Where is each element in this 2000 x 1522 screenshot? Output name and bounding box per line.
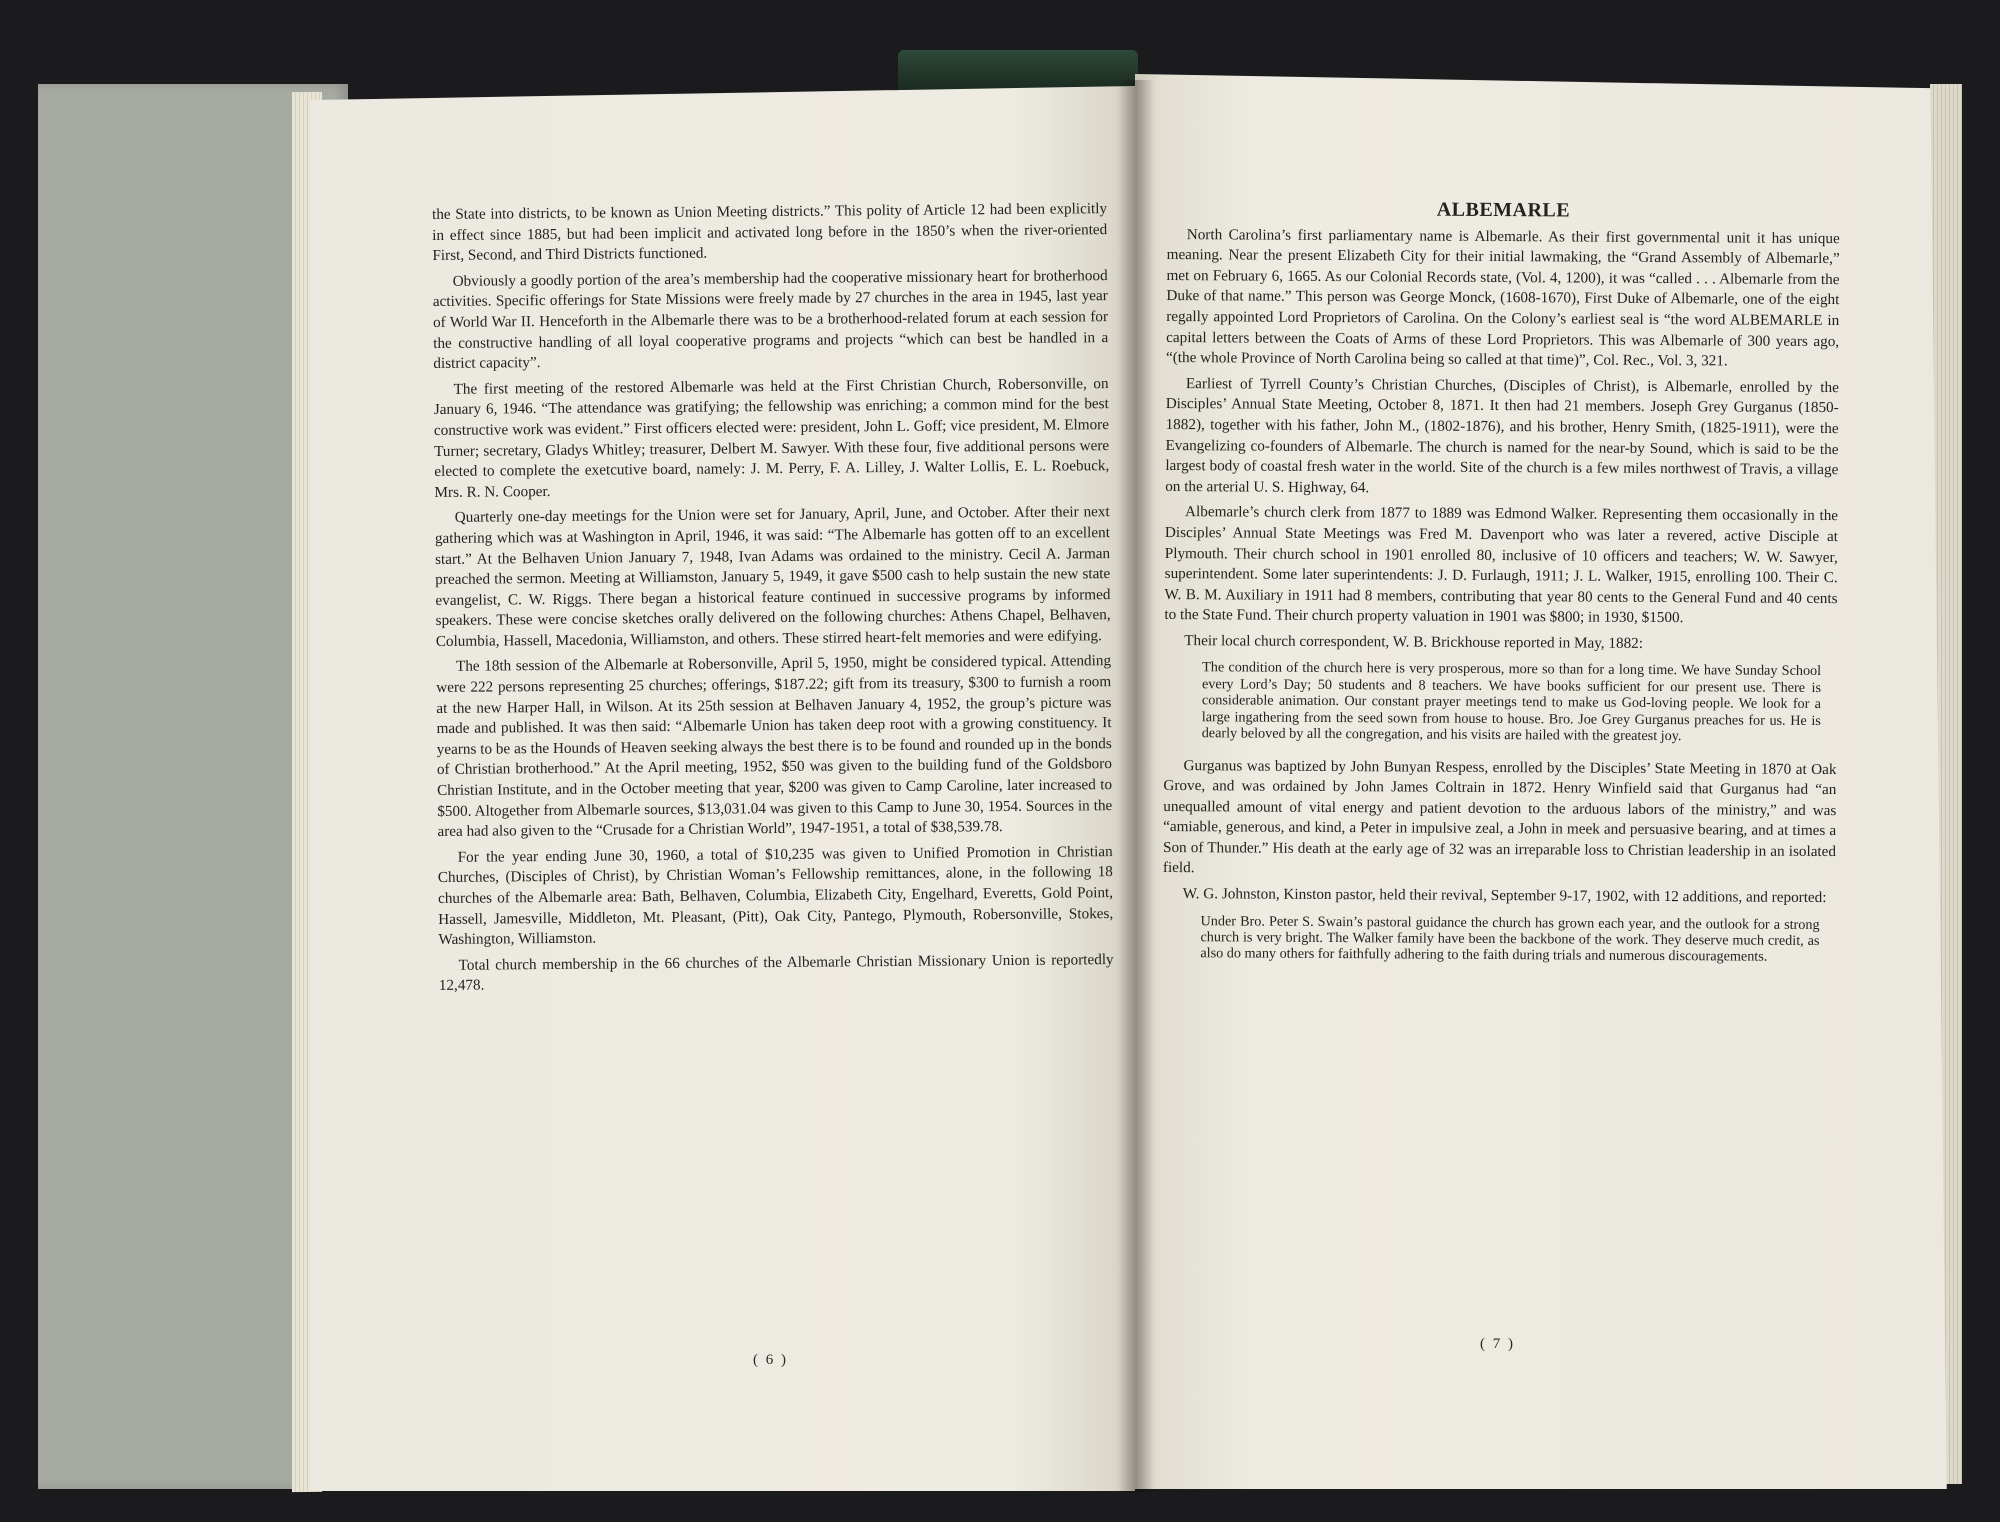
left-page-text [432, 199, 1114, 1002]
paragraph: Albemarle’s church clerk from 1877 to 1889 was Edmond Walker. Representing them occasionally in the Disciples’ Annual State Meetings was Fred M. Davenport who was later a revered, active Disciple at Plymouth. Their church school in 1901 enrolled 80, inclusive of 10 officers and teachers; W. W. Sawyer, superintendent. Some later superintendents: J. D. Furlaugh, 1911; J. L. Walker, 1915, enrolling 100. Their C. W. B. M. Auxiliary in 1911 had 8 members, contributing that year 80 cents to the General Fund and 40 cents to the State Fund. Their church property valuation in 1901 was $800; in 1930, $1500. [1164, 503, 1839, 627]
paragraph: Quarterly one-day meetings for the Union were set for January, April, June, and October. After their next gathering which was at Washington in April, 1946, it was said: “The Albemarle has gotten off to an excellent start.” At the Belhaven Union January 7, 1948, Ivan Adams was ordained to the ministry. Cecil A. Jarman preached the sermon. Meeting at Williamston, January 5, 1949, it gave $500 cash to help sustain the new state evangelist, C. W. Riggs. There began a historical feature continued in successive programs by informed speakers. These were concise sketches orally delivered on the following churches: Athens Chapel, Belhaven, Columbia, Hassell, Macedonia, Williamston, and others. These stirred heart-felt memories and were edifying. [434, 503, 1111, 650]
book-gutter [1118, 80, 1154, 1492]
paragraph: Gurganus was baptized by John Bunyan Respess, enrolled by the Disciples’ State Meeting in 1870 at Oak Grove, and was ordained by John James Coltrain in 1872. Henry Winfield said that Gurganus had “an unequalled amount of vital energy and patient devotion to the arduous labors of the ministry,” and was “amiable, generous, and kind, a Peter in impulsive zeal, a John in meek and persuasive bearing, and at times a Son of Thunder.” His death at the early age of 32 was an irreparable loss to Christian leadership in an isolated field. [1162, 756, 1837, 877]
quotation-block: The condition of the church here is very prosperous, more so than for a long time. We have Sunday School every Lord’s Day; 50 students and 8 teachers. We have books sufficient for our present use. There is considerable animation. Our constant prayer meetings tend to make us God-loving people. We look for a large ingathering from the seed sown from house to house. Bro. Joe Grey Gurganus preaches for us. He is dearly beloved by all the congregation, and his visits are hailed with the greatest joy. [1201, 659, 1822, 745]
paragraph: Earliest of Tyrrell County’s Christian Churches, (Disciples of Christ), is Albemarle, enrolled by the Disciples’ Annual State Meeting, October 8, 1871. It then had 21 members. Joseph Grey Gurganus (1850-1882), together with his father, John M., (1802-1876), and his brother, Henry Smith, (1825-1911), were the Evangelizing co-founders of Albemarle. The church is named for the near-by Sound, which is said to be the largest body of coastal fresh water in the world. Site of the church is a few miles northwest of Travis, a village on the arterial U. S. Highway, 64. [1165, 374, 1839, 496]
quotation-block: Under Bro. Peter S. Swain’s pastoral guidance the church has grown each year, and the outlook for a strong church is very bright. The Walker family have been the backbone of the work. They deserve much credit, as also do many others for faithfully adhering to the faith during trials and numerous discouragements. [1200, 912, 1820, 966]
page-number-left: ( 6 ) [753, 1352, 788, 1368]
paragraph: The first meeting of the restored Albemarle was held at the First Christian Church, Robersonville, on January 6, 1946. “The attendance was gratifying; the fellowship was enriching; a common mind for the best constructive work was evident.” First officers elected were: president, John L. Goff; vice president, M. Elmore Turner; secretary, Gladys Whitley; treasurer, Delbert M. Sawyer. With these four, five additional persons were elected to complete the exetcutive board, namely: J. M. Perry, F. A. Lilley, J. Walter Lollis, E. L. Roebuck, Mrs. R. N. Cooper. [433, 374, 1110, 501]
section-heading: ALBEMARLE [1436, 198, 1571, 222]
book-spine-cloth [898, 50, 1138, 90]
paragraph: North Carolina’s first parliamentary name is Albemarle. As their first governmental unit it has unique meaning. Near the present Elizabeth City for their initial lawmaking, the “Grand Assembly of Albemarle,” met on February 6, 1665. As our Colonial Records state, (Vol. 4, 1200), it was “called . . . Albemarle from the Duke of that name.” This person was George Monck, (1608-1670), First Duke of Albemarle, one of the eight regally appointed Lord Proprietors of Carolina. On the Colony’s earliest seal is “the word ALBEMARLE in capital letters between the Coats of Arms of these Lord Proprietors. This was Albemarle of 300 years ago, “(the whole Province of North Carolina being so called at that time)”, Col. Rec., Vol. 3, 321. [1165, 225, 1840, 370]
paragraph: Their local church correspondent, W. B. Brickhouse reported in May, 1882: [1184, 631, 1644, 652]
page-number-right: ( 7 ) [1480, 1336, 1515, 1352]
paragraph: the State into districts, to be known as Union Meeting districts.” This polity of Article 12 had been explicitly in effect since 1885, but had been implicit and activated long before in the 1850’s when the river-oriented First, Second, and Third Districts functioned. [432, 200, 1108, 265]
paragraph: W. G. Johnston, Kinston pastor, held their revival, September 9-17, 1902, with 12 additions, and reported: [1182, 885, 1827, 907]
paragraph: The 18th session of the Albemarle at Robersonville, April 5, 1950, might be considered typical. Attending were 222 persons representing 25 churches; offerings, $187.22; gift from its treasury, $300 to furnish a room at the new Harper Hall, in Wilson. At its 25th session at Belhaven January 4, 1952, the group’s picture was made and published. It was then said: “Albemarle Union has taken deep root with a growing constituency. It yearns to be as the Hounds of Heaven seeking always the best there is to be found and rounded up in the bonds of Christian brotherhood.” At the April meeting, 1952, $50 was given to the building fund of the Goldsboro Christian Institute, and in the October meeting that year, $200 was given to Camp Caroline, later increased to $500. Altogether from Albemarle sources, $13,031.04 was given to this Camp to June 30, 1954. Sources in the area had also given to the “Crusade for a Christian World”, 1947-1951, a total of $38,539.78. [436, 652, 1113, 841]
right-page-text [1162, 198, 1840, 980]
paragraph: For the year ending June 30, 1960, a total of $10,235 was given to Unified Promotion in Christian Churches, (Disciples of Christ), by Christian Woman’s Fellowship remittances, alone, in the following 18 churches of the Albemarle area: Bath, Belhaven, Columbia, Elizabeth City, Engelhard, Everetts, Gold Point, Hassell, Jamesville, Middleton, Mt. Pleasant, (Pitt), Oak City, Pantego, Plymouth, Robersonville, Stokes, Washington, Williamston. [437, 842, 1114, 949]
paragraph: Obviously a goodly portion of the area’s membership had the cooperative missionary heart for brotherhood activities. Specific offerings for State Missions were freely made by 27 churches in the area in 1945, last year of World War II. Henceforth in the Albemarle there was to be a brotherhood-related forum at each session for the constructive handling of all loyal cooperative programs and projects “which can best be handled in a district capacity”. [432, 266, 1109, 373]
paragraph: Total church membership in the 66 churches of the Albemarle Christian Missionary Union is reportedly 12,478. [438, 950, 1114, 995]
